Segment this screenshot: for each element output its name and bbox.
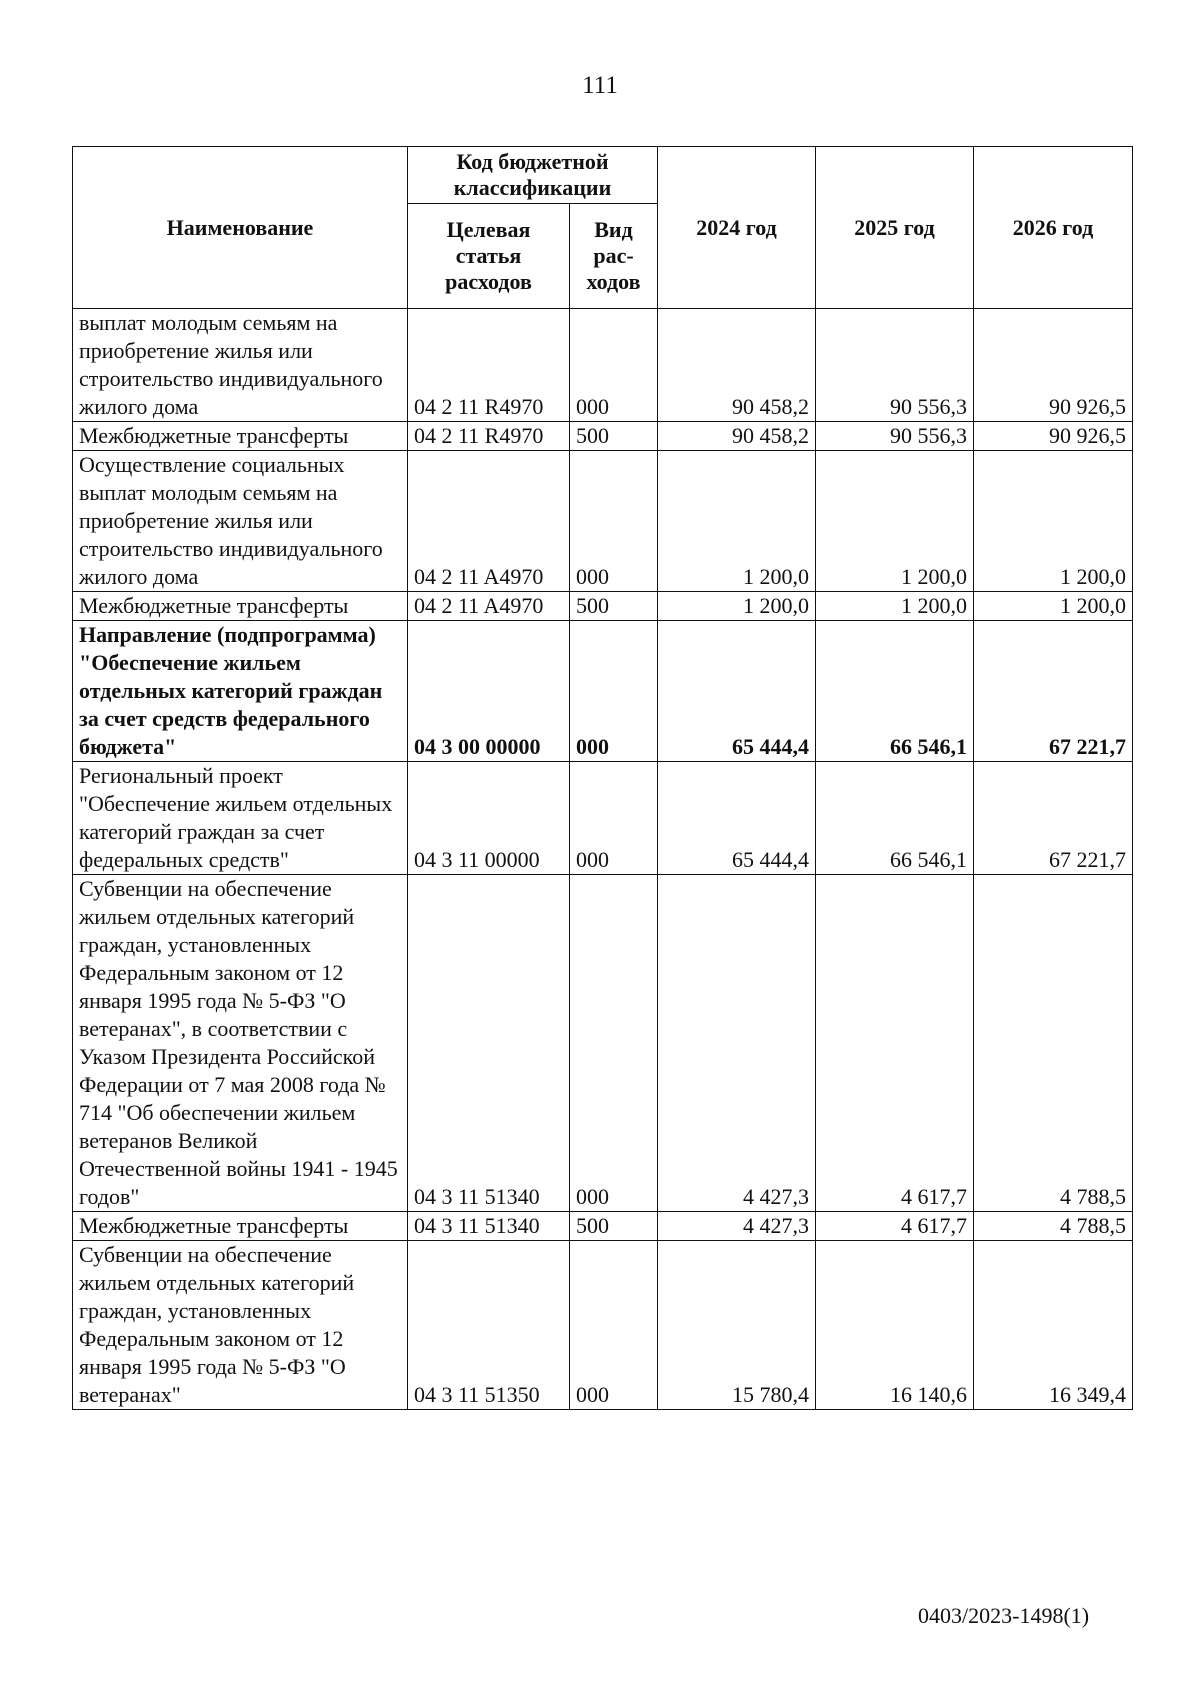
table-row bbox=[73, 309, 1133, 422]
row-2025: 90 556,3 bbox=[816, 309, 974, 422]
document-code: 0403/2023-1498(1) bbox=[918, 1603, 1090, 1628]
row-code: 04 3 11 51350 bbox=[408, 1241, 570, 1410]
row-2024: 4 427,3 bbox=[658, 875, 816, 1212]
row-2024: 4 427,3 bbox=[658, 1212, 816, 1241]
table-row bbox=[73, 451, 1133, 592]
row-kind: 000 bbox=[570, 309, 658, 422]
row-code: 04 3 11 00000 bbox=[408, 762, 570, 875]
row-2025: 90 556,3 bbox=[816, 422, 974, 451]
row-2025: 66 546,1 bbox=[816, 621, 974, 762]
row-2024: 65 444,4 bbox=[658, 762, 816, 875]
header-name: Наименование bbox=[73, 147, 408, 309]
row-code: 04 2 11 R4970 bbox=[408, 422, 570, 451]
row-2026: 1 200,0 bbox=[974, 451, 1133, 592]
row-name: Межбюджетные трансферты bbox=[73, 422, 408, 451]
row-kind: 000 bbox=[570, 451, 658, 592]
row-code: 04 2 11 A4970 bbox=[408, 451, 570, 592]
header-target-article: Целевая статья расходов bbox=[408, 204, 570, 309]
row-name: Субвенции на обеспечение жильем отдельных категорий граждан, установленных Федеральным законом от 12 января 1995 года № 5-ФЗ "О ветеранах", в соответствии с Указом Президента Российской Федерации от 7 мая 2008 года № 714 "Об обеспечении жильем ветеранов Великой Отечественной войны 1941 - 1945 годов" bbox=[73, 875, 408, 1212]
row-2024: 1 200,0 bbox=[658, 592, 816, 621]
row-2026: 67 221,7 bbox=[974, 621, 1133, 762]
row-2024: 90 458,2 bbox=[658, 309, 816, 422]
header-year-2024: 2024 год bbox=[658, 147, 816, 309]
row-2025: 4 617,7 bbox=[816, 1212, 974, 1241]
row-kind: 500 bbox=[570, 592, 658, 621]
row-code: 04 3 11 51340 bbox=[408, 875, 570, 1212]
row-kind: 000 bbox=[570, 762, 658, 875]
row-kind: 000 bbox=[570, 875, 658, 1212]
row-2026: 90 926,5 bbox=[974, 422, 1133, 451]
row-code: 04 3 11 51340 bbox=[408, 1212, 570, 1241]
row-2025: 16 140,6 bbox=[816, 1241, 974, 1410]
row-2026: 4 788,5 bbox=[974, 875, 1133, 1212]
row-2024: 1 200,0 bbox=[658, 451, 816, 592]
header-year-2026: 2026 год bbox=[974, 147, 1133, 309]
row-2025: 66 546,1 bbox=[816, 762, 974, 875]
table-row bbox=[73, 875, 1133, 1212]
table-row bbox=[73, 1212, 1133, 1241]
row-name: выплат молодым семьям на приобретение жилья или строительство индивидуального жилого дома bbox=[73, 309, 408, 422]
row-kind: 000 bbox=[570, 621, 658, 762]
row-2024: 65 444,4 bbox=[658, 621, 816, 762]
table-row bbox=[73, 621, 1133, 762]
row-2024: 15 780,4 bbox=[658, 1241, 816, 1410]
row-2024: 90 458,2 bbox=[658, 422, 816, 451]
row-code: 04 2 11 A4970 bbox=[408, 592, 570, 621]
row-2026: 4 788,5 bbox=[974, 1212, 1133, 1241]
row-kind: 500 bbox=[570, 1212, 658, 1241]
row-2026: 90 926,5 bbox=[974, 309, 1133, 422]
row-name: Направление (подпрограмма) "Обеспечение жильем отдельных категорий граждан за счет средств федерального бюджета" bbox=[73, 621, 408, 762]
row-name: Межбюджетные трансферты bbox=[73, 592, 408, 621]
row-name: Региональный проект "Обеспечение жильем отдельных категорий граждан за счет федеральных средств" bbox=[73, 762, 408, 875]
row-name: Субвенции на обеспечение жильем отдельных категорий граждан, установленных Федеральным законом от 12 января 1995 года № 5-ФЗ "О ветеранах" bbox=[73, 1241, 408, 1410]
table-row bbox=[73, 592, 1133, 621]
row-2026: 1 200,0 bbox=[974, 592, 1133, 621]
row-2025: 4 617,7 bbox=[816, 875, 974, 1212]
page-number: 111 bbox=[582, 72, 618, 99]
row-2025: 1 200,0 bbox=[816, 451, 974, 592]
header-year-2025: 2025 год bbox=[816, 147, 974, 309]
row-2026: 67 221,7 bbox=[974, 762, 1133, 875]
budget-table bbox=[72, 146, 1133, 1410]
header-expense-type: Вид рас-ходов bbox=[570, 204, 658, 309]
row-name: Межбюджетные трансферты bbox=[73, 1212, 408, 1241]
table-row bbox=[73, 1241, 1133, 1410]
table-row bbox=[73, 422, 1133, 451]
row-kind: 500 bbox=[570, 422, 658, 451]
row-code: 04 3 00 00000 bbox=[408, 621, 570, 762]
header-code-group: Код бюджетной классификации bbox=[408, 147, 658, 204]
row-2026: 16 349,4 bbox=[974, 1241, 1133, 1410]
row-kind: 000 bbox=[570, 1241, 658, 1410]
row-2025: 1 200,0 bbox=[816, 592, 974, 621]
row-code: 04 2 11 R4970 bbox=[408, 309, 570, 422]
table-row bbox=[73, 762, 1133, 875]
row-name: Осуществление социальных выплат молодым семьям на приобретение жилья или строительство индивидуального жилого дома bbox=[73, 451, 408, 592]
